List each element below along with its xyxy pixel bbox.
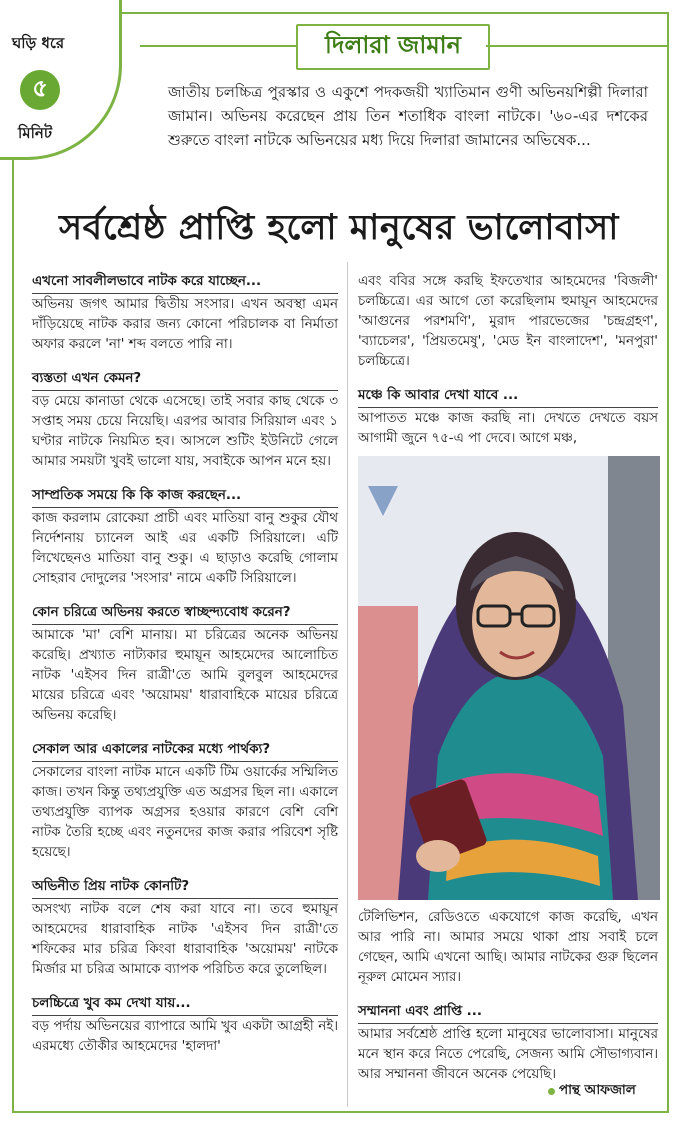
left-column <box>32 272 338 1071</box>
name-rule-left <box>140 45 296 47</box>
bullet-icon <box>548 1088 555 1095</box>
badge-number: ৫ <box>20 70 60 110</box>
question: কোন চরিত্রে অভিনয় করতে স্বাচ্ছন্দ্যবোধ করেন? <box>32 603 338 625</box>
column-divider <box>347 262 348 1107</box>
badge-bottom-text: মিনিট <box>18 124 53 142</box>
question: চলচ্চিত্রে খুব কম দেখা যায়... <box>32 994 338 1016</box>
question: এখনো সাবলীলভাবে নাটক করে যাচ্ছেন... <box>32 272 338 294</box>
right-column-bottom <box>358 908 658 1085</box>
question: সম্মাননা এবং প্রাপ্তি ... <box>358 1002 658 1024</box>
author-credit <box>548 1080 636 1102</box>
answer: বড় পর্দায় অভিনয়ের ব্যাপারে আমি খুব একটা আগ্রহী নই। এরমধ্যে তৌকীর আহমেদের 'হালদা' <box>32 1019 338 1054</box>
answer: আমাকে 'মা' বেশি মানায়। মা চরিত্রের অনেক অভিনয় করেছি। প্রখ্যাত নাট্যকার হুমায়ূন আহমেদের আলোচিত নাটক 'এইসব দিন রাত্রী'তে আমি বুলবুল আহমেদের মায়ের চরিত্রে এবং 'অয়োময়' ধারাবাহিকে মায়ের চরিত্রে অভিনয় করেছি। <box>32 628 338 723</box>
question: সাম্প্রতিক সময়ে কি কি কাজ করছেন... <box>32 486 338 508</box>
portrait-photo <box>358 456 660 900</box>
answer-continuation: টেলিভিশন, রেডিওতে একযোগে কাজ করেছি, এখন আর পারি না। আমার সময়ে থাকা প্রায় সবাই চলে গেছেন, আমি এখনো আছি। আমার নাটকের গুরু ছিলেন নূরুল মোমেন স্যার। <box>358 910 658 985</box>
answer: অসংখ্য নাটক বলে শেষ করা যাবে না। তবে হুমায়ূন আহমেদের ধারাবাহিক নাটক 'এইসব দিন রাত্রী'তে শফিকের মার চরিত্র কিংবা ধারাবাহিক 'অয়োময়' নাটকে মির্জার মা চরিত্র আমাকে ব্যাপক পরিচিত করে তুলেছিল। <box>32 902 338 977</box>
headline: সর্বশ্রেষ্ঠ প্রাপ্তি হলো মানুষের ভালোবাসা <box>59 207 619 248</box>
right-column-top <box>358 272 658 449</box>
question: মঞ্চে কি আবার দেখা যাবে ... <box>358 386 658 408</box>
qa-section <box>32 369 338 472</box>
question: ব্যস্ততা এখন কেমন? <box>32 369 338 391</box>
badge-top-text: ঘড়ি ধরে <box>12 34 65 52</box>
answer: কাজ করলাম রোকেয়া প্রাচী এবং মাতিয়া বানু শুকুর যৌথ নির্দেশনায় চ্যানেল আই এর একটি সিরিয়ালে। এটি লিখেছেনও মাতিয়া বানু শুকু। এ ছাড়াও করেছি গোলাম সোহরাব দোদুলের 'সংসার' নামে একটি সিরিয়ালে। <box>32 511 338 586</box>
qa-section <box>32 740 338 863</box>
answer: আপাতত মঞ্চে কাজ করছি না। দেখতে দেখতে বয়স আগামী জুনে ৭৫-এ পা দেবে। আগে মঞ্চ, <box>358 411 658 446</box>
subject-name: দিলারা জামান <box>296 24 490 70</box>
intro-text: জাতীয় চলচ্চিত্র পুরস্কার ও একুশে পদকজয়ী খ্যাতিমান গুণী অভিনয়শিল্পী দিলারা জামান। অভিনয় করেছেন প্রায় তিন শতাধিক বাংলা নাটকে। '৬০-এর দশকের শুরুতে বাংলা নাটকে অভিনয়ের মধ্য দিয়ে দিলারা জামানের অভিষেক... <box>168 83 648 149</box>
qa-section <box>32 603 338 726</box>
answer-continuation: এবং ববির সঙ্গে করছি ইফতেখার আহমেদের 'বিজলী' চলচ্চিত্রে। এর আগে তো করেছিলাম হুমায়ূন আহমেদের 'আগুনের পরশমণি', মুরাদ পারভেজের 'চন্দ্রগ্রহণ', 'ব্যাচেলর', 'প্রিয়তমেষু', 'মেড ইন বাংলাদেশ', 'মনপুরা' চলচ্চিত্রে। <box>358 274 658 369</box>
qa-section <box>32 994 338 1057</box>
name-rule-right <box>486 45 669 47</box>
qa-section <box>32 486 338 589</box>
answer: সেকালের বাংলা নাটক মানে একটি টিম ওয়ার্কের সম্মিলিত কাজ। তখন কিন্তু তথ্যপ্রযুক্তি এত অগ্রসর ছিল না। একালে তথ্যপ্রযুক্তি ব্যাপক অগ্রসর হওয়ার কারণে বেশি বেশি নাটক তৈরি হচ্ছে এবং নতুনদের কাজ করার পরিবেশ সৃষ্টি হয়েছে। <box>32 765 338 860</box>
author-name: পান্থ আফজাল <box>559 1083 636 1098</box>
answer: আমার সর্বশ্রেষ্ঠ প্রাপ্তি হলো মানুষের ভালোবাসা। মানুষের মনে স্থান করে নিতে পেরেছি, সেজন্য আমি সৌভাগ্যবান। আর সম্মাননা জীবনে অনেক পেয়েছি। <box>358 1027 658 1082</box>
qa-section <box>32 877 338 980</box>
portrait-illustration <box>358 456 660 900</box>
qa-section <box>32 272 338 355</box>
answer: বড় মেয়ে কানাডা থেকে এসেছে। তাই সবার কাছ থেকে ৩ সপ্তাহ সময় চেয়ে নিয়েছি। এরপর আবার সিরিয়াল এবং ১ ঘণ্টার নাটকে নিয়মিত হব। আসলে শুটিং ইউনিটে গেলে আমার সময়টা খুবই ভালো যায়, সবাইকে আপন মনে হয়। <box>32 394 338 469</box>
question: সেকাল আর একালের নাটকের মধ্যে পার্থক্য? <box>32 740 338 762</box>
question: অভিনীত প্রিয় নাটক কোনটি? <box>32 877 338 899</box>
answer: অভিনয় জগৎ আমার দ্বিতীয় সংসার। এখন অবস্থা এমন দাঁড়িয়েছে নাটক করার জন্য কোনো পরিচালক বা নির্মাতা অফার করলে 'না' শব্দ বলতে পারি না। <box>32 297 338 352</box>
